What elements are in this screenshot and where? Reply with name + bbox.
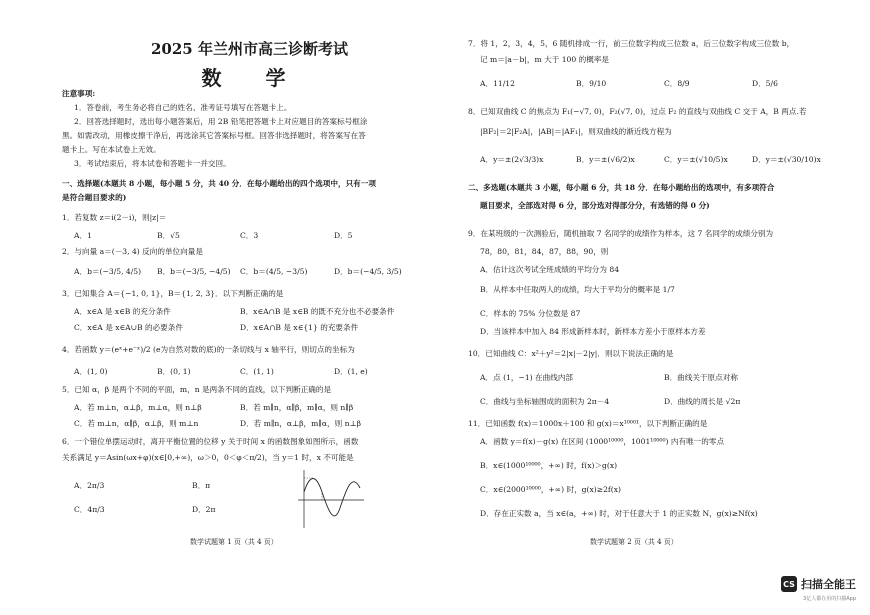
question-5: 5．已知 α，β 是两个不同的平面，m，n 是两条不同的直线，以下判断正确的是 — [62, 385, 332, 394]
section-heading: 题目要求，全部选对得 6 分，部分选对得部分分，有选错的得 0 分) — [480, 201, 710, 210]
question-3: 3．已知集合 A＝{−1, 0, 1}，B＝{1, 2, 3}．以下判断正确的是 — [62, 289, 284, 298]
question-7: 记 m＝|a－b|，m 大于 100 的概率是 — [480, 55, 609, 64]
option: A．2π/3 — [74, 481, 105, 490]
option: B．π — [192, 481, 211, 490]
option: A．11/12 — [480, 79, 515, 88]
option: D．b＝(−4/5, 3/5) — [334, 267, 402, 276]
option: D．(1, e) — [334, 367, 368, 376]
option: C．(1, 1) — [240, 367, 274, 376]
option: D．当该样本中加入 84 形成新样本时，新样本方差小于原样本方差 — [480, 327, 706, 336]
option: C．曲线与坐标轴围成的面积为 2π－4 — [480, 397, 610, 406]
page-2 — [468, 0, 848, 560]
option: B．x∈A∩B 是 x∈B 的既不充分也不必要条件 — [240, 307, 395, 316]
option: A．估计这次考试全班成绩的平均分为 84 — [480, 265, 620, 274]
option: C．3 — [240, 231, 259, 240]
option: A．若 m⊥n，α⊥β，m⊥α，则 n⊥β — [74, 403, 202, 412]
option: D．y＝±(√30/10)x — [752, 155, 821, 164]
question-4: 4．若函数 y＝(eˣ+e⁻ˣ)/2 (e为自然对数的底)的一条切线与 x 轴平行，则切点的坐标为 — [62, 345, 355, 354]
watermark-brand: 扫描全能王 — [801, 578, 856, 591]
option: D．存在正实数 a，当 x∈(a，+∞) 时，对于任意大于 1 的正实数 N，g(x)≥Nf(x) — [480, 509, 758, 518]
question-6: 关系满足 y＝Asin(ωx+φ)(x∈[0,+∞)，ω＞0，0＜φ＜π/2)，当 y＝1 时，x 不可能是 — [62, 453, 354, 462]
option: C．4π/3 — [74, 505, 105, 514]
option: D．2π — [192, 505, 216, 514]
scanner-watermark — [781, 576, 856, 592]
option: D．若 m∥n，α⊥β，m∥α，则 n⊥β — [240, 419, 361, 428]
option: C．x∈A 是 x∈A∪B 的必要条件 — [74, 323, 183, 332]
option: B．√5 — [157, 231, 180, 240]
question-9: 78，80，81，84，87，88，90，则 — [480, 247, 609, 256]
option: A．y＝±(2√3/3)x — [480, 155, 544, 164]
notice-line: 黑。如需改动，用橡皮擦干净后，再选涂其它答案标号框。回答非选择题时，将答案写在答 — [62, 131, 366, 140]
option: A．(1, 0) — [74, 367, 108, 376]
subject-title: 数 学 — [201, 66, 298, 90]
option: B．(0, 1) — [157, 367, 191, 376]
option: A．1 — [74, 231, 92, 240]
option: C．b＝(4/5, −3/5) — [240, 267, 308, 276]
option: C．若 m⊥n，α∥β，α⊥β，则 m⊥n — [74, 419, 199, 428]
option: C．x∈(2000¹⁰⁰⁰⁰，+∞) 时，g(x)≥2f(x) — [480, 485, 621, 494]
option: A．点 (1，−1) 在曲线内部 — [480, 373, 574, 382]
option: A．x∈A 是 x∈B 的充分条件 — [74, 307, 171, 316]
question-6: 6．一个错位单摆运动时，离开平衡位置的位移 y 关于时间 x 的函数图象如图所示，函数 — [62, 437, 359, 446]
option: D．5/6 — [752, 79, 778, 88]
page-footer: 数学试题第 1 页（共 4 页） — [190, 538, 278, 546]
section-heading: 一、选择题(本题共 8 小题，每小题 5 分，共 40 分．在每小题给出的四个选项中，只有一项 — [62, 179, 376, 188]
question-7: 7．将 1，2，3，4，5，6 随机排成一行，前三位数字构成三位数 a，后三位数字构成三位数 b， — [468, 39, 795, 48]
question-2: 2．与向量 a＝(－3, 4) 反向的单位向量是 — [62, 247, 203, 256]
question-8: |BF₂|＝2|F₂A|，|AB|＝|AF₁|，则双曲线的渐近线方程为 — [480, 127, 672, 136]
section-heading: 是符合题目要求的) — [62, 193, 127, 202]
page-1 — [62, 0, 437, 560]
camscanner-logo-icon: CS — [781, 576, 797, 592]
option: C．样本的 75% 分位数是 87 — [480, 309, 581, 318]
watermark-tagline: 3亿人都在用的扫描App — [803, 596, 856, 602]
option: B．曲线关于原点对称 — [664, 373, 738, 382]
notice-line: 题卡上。写在本试卷上无效。 — [62, 145, 161, 154]
question-11: 11．已知函数 f(x)＝1000x＋100 和 g(x)＝x¹⁰⁰⁰¹，以下判断正确的是 — [468, 419, 708, 428]
option: A．b＝(−3/5, 4/5) — [74, 267, 142, 276]
option: B．若 m∥n，α∥β，m∥α，则 n∥β — [240, 403, 354, 412]
question-10: 10．已知曲线 C：x²＋y²＝2|x|－2|y|．则以下说法正确的是 — [468, 349, 674, 358]
section-heading: 二、多选题(本题共 3 小题，每小题 6 分，共 18 分．在每小题给出的选项中，有多项符合 — [468, 183, 775, 192]
notice-line: 2．回答选择题时，选出每小题答案后，用 2B 铅笔把答题卡上对应题目的答案标号框涂 — [74, 117, 368, 126]
option: C．8/9 — [664, 79, 690, 88]
notice-line: 3．考试结束后，将本试卷和答题卡一并交回。 — [74, 159, 231, 168]
option: C．y＝±(√10/5)x — [664, 155, 728, 164]
exam-title: 2025 年兰州市高三诊断考试 — [151, 40, 348, 58]
sine-graph-figure — [294, 468, 366, 530]
question-8: 8．已知双曲线 C 的焦点为 F₁(−√7, 0)，F₂(√7, 0)，过点 F₂ 的直线与双曲线 C 交于 A，B 两点.若 — [468, 107, 807, 116]
option: D．x∈A∩B 是 x∈{1} 的充要条件 — [240, 323, 359, 332]
option: D．5 — [334, 231, 353, 240]
question-9: 9．在某班级的一次测验后，随机抽取 7 名同学的成绩作为样本，这 7 名同学的成绩分别为 — [468, 229, 774, 238]
page-footer: 数学试题第 2 页（共 4 页） — [590, 538, 678, 546]
option: B．y＝±(√6/2)x — [576, 155, 635, 164]
option: B．从样本中任取两人的成绩，均大于平均分的概率是 1/7 — [480, 285, 675, 294]
notice-line: 1．答卷前，考生务必将自己的姓名、准考证号填写在答题卡上。 — [74, 103, 292, 112]
option: B．x∈(1000¹⁰⁰⁰⁰，+∞) 时，f(x)＞g(x) — [480, 461, 618, 470]
option: B．b＝(−3/5, −4/5) — [157, 267, 231, 276]
option: A．函数 y＝f(x)－g(x) 在区间 (1000¹⁰⁰⁰⁰，1001¹⁰⁰⁰⁰) 内有唯一的零点 — [480, 437, 725, 446]
question-1: 1．若复数 z＝i(2－i)，则|z|＝ — [62, 213, 167, 222]
option: D．曲线的周长是 √2π — [664, 397, 741, 406]
notice-heading: 注意事项: — [62, 89, 96, 98]
option: B．9/10 — [576, 79, 607, 88]
